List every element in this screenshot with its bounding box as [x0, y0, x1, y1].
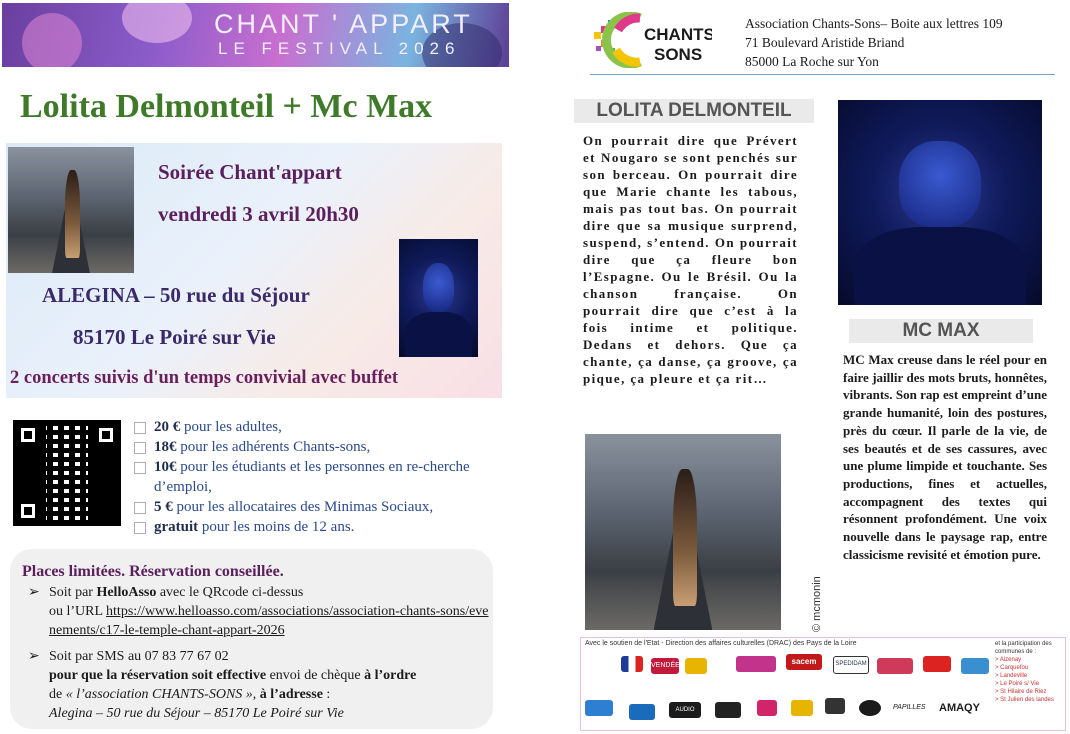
spedidam-logo: SPEDIDAM [833, 656, 869, 674]
audiosun-logo: AUDIO SUN [669, 702, 701, 718]
reservation-sms: ➢ Soit par SMS au 07 83 77 67 02 pour que la réservation soit effective envoi de chèque à l’ordre de « l’association CHANTS-SONS », à l’adresse : Alegina – 50 rue du Séjour – 85170 Le Poiré sur Vie [28, 649, 417, 721]
association-address: Association Chants-Sons– Boite aux lettres 109 71 Boulevard Aristide Briand 85000 La Roche sur Yon [745, 16, 1003, 69]
page-title: Lolita Delmonteil + Mc Max [20, 88, 433, 125]
partner-logo [715, 702, 741, 718]
lolita-photo-small [8, 147, 134, 273]
chants-sons-logo [592, 12, 712, 68]
partner-logo [685, 658, 707, 674]
partner-logo [585, 700, 613, 716]
partner-logo [791, 700, 813, 716]
photo-credit: © mcmonin [811, 576, 823, 632]
concerts-note: 2 concerts suivis d'un temps convivial avec buffet [10, 368, 398, 388]
partner-logo [877, 658, 913, 674]
lolita-heading: LOLITA DELMONTEIL [574, 99, 814, 123]
mcmax-heading: MC MAX [849, 319, 1033, 343]
reservation-title: Places limitées. Réservation conseillée. [22, 563, 284, 580]
partner-logo [757, 700, 777, 716]
price-list [134, 417, 494, 537]
sacem-logo: sacem [786, 654, 822, 670]
price-item: 10€ pour les étudiants et les personnes en re-cherche d’emploi, [134, 457, 494, 497]
republique-logo [621, 656, 643, 672]
festival-banner [2, 3, 509, 67]
partner-logo [961, 658, 989, 674]
lolita-bio: On pourrait dire que Prévert et Nougaro se sont penchés sur son berceau. On pourrait dire que Marie chante les tabous, mais pas tout bas. On pourrait dire que sa musique surprend, suspend, s’entend. On pourrait dire que ça fleure bon l’Espagne. Ou le Brésil. Ou la chanson française. On pourrait dire que c’est à la fois intime et politique. Dedans et dehors. Que ça chante, ça danse, ça groove, ça pique, ça pleure et ça rit… [583, 133, 798, 386]
mcmax-photo-small [399, 239, 478, 357]
event-city: 85170 Le Poiré sur Vie [73, 325, 276, 349]
partner-logo [923, 656, 951, 672]
svg-text:CHANTS: CHANTS [644, 25, 712, 44]
svg-text:SONS: SONS [654, 45, 703, 64]
partner-logo [825, 698, 845, 714]
mcmax-photo [838, 100, 1042, 305]
papilles-logo: PAPILLES [893, 700, 923, 716]
divider [590, 74, 1055, 75]
communes-list: et la participation des communes de : > Aizenay > Carquefou > Landeville > Le Poiré s/ Vie > St Hilaire de Riez > St Julien des landes [995, 641, 1054, 703]
mcmax-bio: MC Max creuse dans le réel pour en faire jaillir des mots bruts, honnêtes, vibrants. Son rap est empreint d’une grande humanité, loin des postures, près du cœur. Il parle de la vie, de ses beautés et de ses cassures, avec une plume limpide et touchante. Ses productions, fines et actuelles, accompagnent des textes qui résonnent profondément. Une voix nouvelle dans le paysage rap, entre classicisme revisité et émotion pure. [843, 352, 1047, 562]
helloasso-link[interactable]: https://www.helloasso.com/associations/association-chants-sons/evenements/c17-le-temple-chant-appart-2026 [49, 604, 489, 638]
qr-code[interactable] [13, 420, 121, 526]
reservation-helloasso: ➢ Soit par HelloAsso avec le QRcode ci-dessus ou l’URL https://www.helloasso.com/associations/association-chants-sons/evenements/c17-le-temple-chant-appart-2026 [28, 585, 489, 638]
banner-subtitle: LE FESTIVAL 2026 [218, 39, 461, 58]
sponsors-caption: Avec le soutien de l'Etat - Direction des affaires culturelles (DRAC) des Pays de la Loire [585, 640, 857, 647]
vendee-logo: VENDÉE [651, 658, 679, 674]
arrow-icon: ➢ [28, 649, 40, 664]
price-item: 18€ pour les adhérents Chants-sons, [134, 437, 494, 457]
event-date: vendredi 3 avril 20h30 [158, 202, 359, 226]
partner-logo [629, 704, 655, 720]
lolita-photo [585, 434, 781, 630]
price-item: 20 € pour les adultes, [134, 417, 494, 437]
partner-logo [736, 656, 776, 672]
sponsors-strip [580, 637, 1066, 731]
price-item: 5 € pour les allocataires des Minimas Sociaux, [134, 497, 494, 517]
banner-title: CHANT ' APPART [214, 9, 473, 39]
price-item: gratuit pour les moins de 12 ans. [134, 517, 494, 537]
arrow-icon: ➢ [28, 585, 40, 600]
event-venue: ALEGINA – 50 rue du Séjour [42, 283, 310, 307]
partner-logo [859, 700, 881, 716]
event-name: Soirée Chant'appart [158, 160, 342, 184]
amaqy-logo: AMAQY [939, 702, 980, 714]
